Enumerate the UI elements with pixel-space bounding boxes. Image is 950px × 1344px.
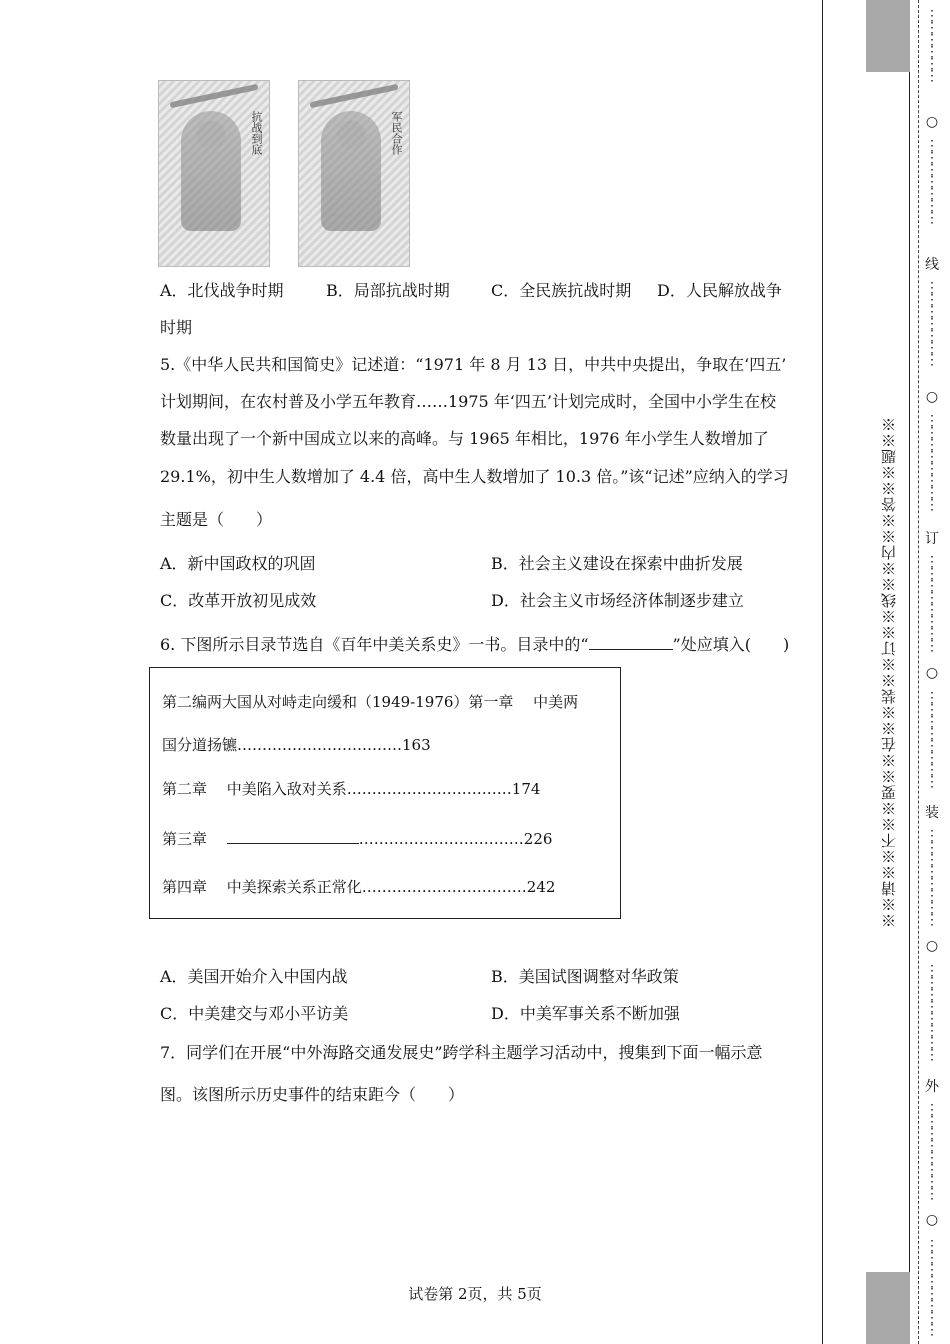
margin-warning-text: ※※请※※不※※要※※在※※装※※订※※线※※内※※答※※题※※ [879, 416, 898, 928]
q5-option-d: D．社会主义市场经济体制逐步建立 [491, 591, 744, 610]
toc-line: 第二章 中美陷入敌对关系……………………………174 [162, 780, 541, 798]
woodcut-print-right [298, 80, 410, 267]
q6-option-d: D．中美军事关系不断加强 [491, 1004, 680, 1023]
circle-mark: ○ [925, 1212, 939, 1228]
q5-stem-line: 数量出现了一个新中国成立以来的高峰。与 1965 年相比，1976 年小学生人数增加了 [160, 429, 769, 448]
print-caption-left: 抗战到底 [250, 111, 263, 155]
sword-icon [169, 84, 258, 109]
q6-option-c: C．中美建交与邓小平访美 [160, 1004, 349, 1023]
q5-stem-line: 29.1%，初中生人数增加了 4.4 倍，高中生人数增加了 10.3 倍。”该“记述”应纳入的学习 [160, 467, 789, 486]
q4-option-d: D．人民解放战争 [657, 281, 782, 300]
q7-stem-line: 图。该图所示历史事件的结束距今（ ） [160, 1085, 465, 1104]
q5-option-a: A．新中国政权的巩固 [160, 554, 316, 573]
woodcut-print-left [158, 80, 270, 267]
q6-blank [589, 635, 673, 650]
circle-mark: ○ [925, 938, 939, 954]
circle-mark: ○ [925, 114, 939, 130]
toc-line: 第四章 中美探索关系正常化……………………………242 [162, 878, 556, 896]
dotted-segment: ⋮ ⋮ ⋮ ⋮ ⋮ ⋮ ⋮ ⋮ [925, 1102, 939, 1202]
q4-option-a: A．北伐战争时期 [160, 281, 284, 300]
q5-stem-line: 主题是（ ） [160, 510, 273, 529]
margin-label-xian: 线 [925, 257, 939, 273]
margin-label-wai: 外 [925, 1079, 939, 1095]
q5-stem-line: 计划期间，在农村普及小学五年教育……1975 年‘四五’计划完成时，全国中小学生在校 [160, 392, 776, 411]
circle-mark: ○ [925, 389, 939, 405]
margin-gray-block-top [866, 0, 910, 72]
q7-stem-line: 7．同学们在开展“中外海路交通发展史”跨学科主题学习活动中，搜集到下面一幅示意 [160, 1043, 763, 1062]
sword-icon [309, 84, 398, 109]
horse-rider-icon [321, 111, 381, 231]
toc-chapter-label: 第三章 [162, 830, 227, 848]
margin-label-zhuang: 装 [925, 805, 939, 821]
table-of-contents-box [149, 667, 621, 919]
dotted-segment: ⋮ ⋮ ⋮ ⋮ ⋮ ⋮ ⋮ ⋮ [925, 413, 939, 513]
margin-warning [866, 72, 910, 1272]
q5-option-b: B．社会主义建设在探索中曲折发展 [491, 554, 743, 573]
toc-blank [227, 829, 359, 844]
dotted-segment: ⋮ ⋮ ⋮ ⋮ ⋮ ⋮ ⋮ ⋮ [925, 554, 939, 654]
q4-option-b: B．局部抗战时期 [326, 281, 450, 300]
dotted-segment: ⋮ ⋮ ⋮ ⋮ ⋮ ⋮ ⋮ ⋮ [925, 828, 939, 928]
circle-mark: ○ [925, 665, 939, 681]
horse-rider-icon [181, 111, 241, 231]
print-caption-right: 军民合作 [390, 111, 403, 155]
q6-option-b: B．美国试图调整对华政策 [491, 967, 679, 986]
q5-stem-line: 5.《中华人民共和国简史》记述道：“1971 年 8 月 13 日，中共中央提出，争取在‘四五’ [160, 355, 787, 374]
dotted-segment: ⋮ ⋮ ⋮ ⋮ ⋮ ⋮ ⋮ [925, 138, 939, 226]
toc-page-ref: ……………………………226 [358, 830, 553, 848]
margin-gray-block-bottom [866, 1272, 910, 1344]
q6-stem [160, 635, 789, 655]
page-footer: 试卷第 2页，共 5页 [408, 1285, 542, 1303]
dotted-segment: ⋮ ⋮ ⋮ ⋮ ⋮ ⋮ ⋮ ⋮ [925, 1238, 939, 1338]
q6-stem-after: ”处应填入( ) [672, 635, 790, 654]
dotted-segment: ⋮ ⋮ ⋮ ⋮ ⋮ ⋮ ⋮ [925, 280, 939, 368]
toc-line: 第二编两大国从对峙走向缓和（1949-1976）第一章 中美两 [162, 693, 579, 711]
dotted-segment: ⋮ ⋮ ⋮ ⋮ ⋮ ⋮ ⋮ ⋮ [925, 963, 939, 1063]
q4-option-c: C．全民族抗战时期 [491, 281, 632, 300]
q6-stem-before: 6. 下图所示目录节选自《百年中美关系史》一书。目录中的“ [160, 635, 589, 654]
q6-option-a: A．美国开始介入中国内战 [160, 967, 348, 986]
margin-label-ding: 订 [925, 531, 939, 547]
toc-line [162, 829, 552, 848]
dotted-segment: ⋮ ⋮ ⋮ ⋮ ⋮ ⋮ ⋮ ⋮ [925, 690, 939, 790]
q5-option-c: C．改革开放初见成效 [160, 591, 317, 610]
q4-option-d-continued: 时期 [160, 318, 193, 337]
toc-line: 国分道扬镳……………………………163 [162, 736, 431, 754]
dotted-segment: ⋮ ⋮ ⋮ ⋮ ⋮ ⋮ [925, 8, 939, 84]
